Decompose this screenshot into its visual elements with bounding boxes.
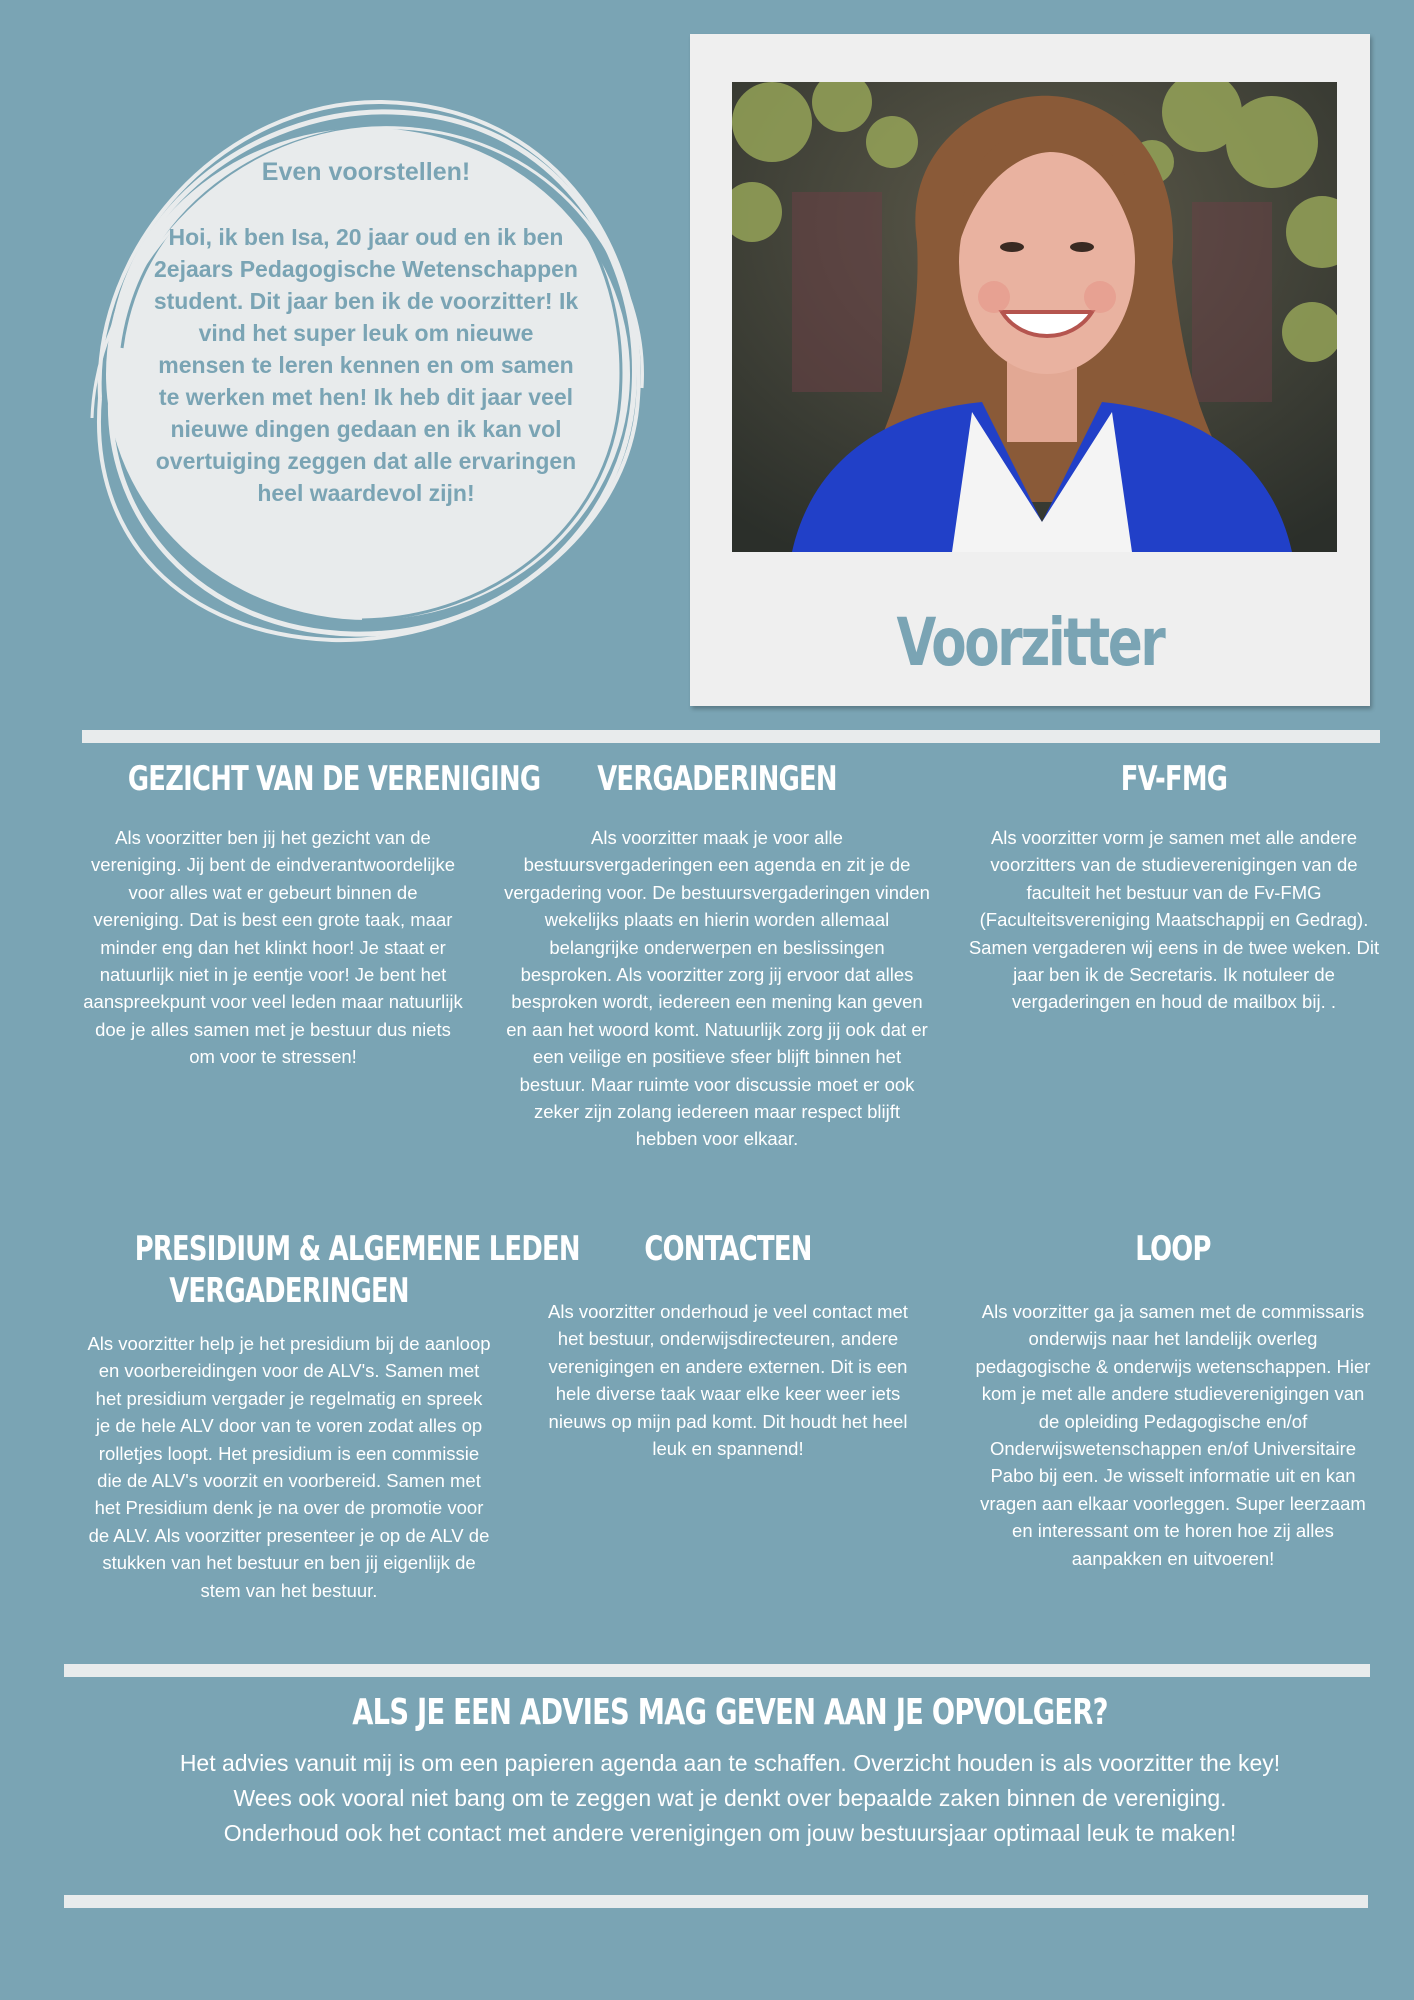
section-body: Als voorzitter onderhoud je veel contact met het bestuur, onderwijsdirecteuren, andere verenigingen en andere externen. Dit is een hele diverse taak waar elke keer weer iets nieuws op mijn pad komt. Dit houdt het heel leuk en spannend! <box>548 1301 908 1460</box>
section-vergaderingen <box>504 758 930 1153</box>
section-body: Als voorzitter maak je voor alle bestuursvergaderingen een agenda en zit je de vergadering voor. De bestuursvergaderingen vinden wekelijks plaats en hierin worden allemaal belangrijke onderwerpen en beslissingen besproken. Als voorzitter zorg jij ervoor dat alles besproken wordt, iedereen een mening kan geven en aan het woord komt. Natuurlijk zorg jij ook dat er een veilige en positieve sfeer blijft binnen het bestuur. Maar ruimte voor discussie moet er ook zeker zijn zolang iedereen maar respect blijft hebben voor elkaar. <box>504 827 930 1150</box>
divider-top <box>82 730 1380 743</box>
section-body: Als voorzitter ben jij het gezicht van de vereniging. Jij bent de eindverantwoordelijke voor alles wat er gebeurt binnen de vereniging. Dat is best een grote taak, maar minder eng dan het klinkt hoor! Je staat er natuurlijk niet in je eentje voor! Je bent het aanspreekpunt voor veel leden maar natuurlijk doe je alles samen met je bestuur dus niets om voor te stressen! <box>83 827 463 1068</box>
divider-middle <box>64 1664 1370 1677</box>
divider-bottom <box>64 1895 1368 1908</box>
section-contacten <box>544 1228 912 1462</box>
advice-body <box>60 1746 1400 1851</box>
section-title-line-1: PRESIDIUM & ALGEMENE LEDEN <box>134 1229 580 1269</box>
advice-line: Wees ook vooral niet bang om te zeggen wat je denkt over bepaalde zaken binnen de vereniging. <box>233 1785 1227 1811</box>
section-body: Als voorzitter vorm je samen met alle andere voorzitters van de studieverenigingen van de faculteit het bestuur van de Fv-FMG (Faculteitsvereniging Maatschappij en Gedrag). Samen vergaderen wij eens in de twee weken. Dit jaar ben ik de Secretaris. Ik notuleer de vergaderingen en houd de mailbox bij. . <box>968 827 1380 1013</box>
section-title-line-2: VERGADERINGEN <box>169 1271 409 1311</box>
intro-title: Even voorstellen! <box>261 158 471 186</box>
section-title: FV-FMG <box>1120 759 1228 799</box>
intro-text-block <box>152 158 580 588</box>
section-body: Als voorzitter help je het presidium bij de aanloop en voorbereidingen voor de ALV's. Samen met het presidium vergader je regelmatig en spreek je de hele ALV door van te voren zodat alles op rolletjes loopt. Het presidium is een commissie die de ALV's voorzit en voorbereid. Samen met het Presidium denk je na over de promotie voor de ALV. Als voorzitter presenteer je op de ALV de stukken van het bestuur en ben jij eigenlijk de stem van het bestuur. <box>87 1333 491 1601</box>
intro-body: Hoi, ik ben Isa, 20 jaar oud en ik ben 2ejaars Pedagogische Wetenschappen student. Dit jaar ben ik de voorzitter! Ik vind het super leuk om nieuwe mensen te leren kennen en om samen te werken met hen! Ik heb dit jaar veel nieuwe dingen gedaan en ik kan vol overtuiging zeggen dat alle ervaringen heel waardevol zijn! <box>153 224 579 506</box>
section-fv-fmg <box>964 758 1384 1016</box>
polaroid-frame <box>690 34 1370 706</box>
advice-title: ALS JE EEN ADVIES MAG GEVEN AAN JE OPVOLGER? <box>352 1692 1108 1733</box>
advice-line: Het advies vanuit mij is om een papieren agenda aan te schaffen. Overzicht houden is als voorzitter the key! <box>179 1750 1281 1776</box>
section-title: CONTACTEN <box>644 1229 812 1269</box>
section-title <box>134 1228 580 1312</box>
section-title: LOOP <box>1135 1229 1211 1269</box>
role-label: Voorzitter <box>896 604 1164 681</box>
portrait-illustration <box>732 82 1337 552</box>
section-title: VERGADERINGEN <box>597 759 837 799</box>
section-loop <box>972 1228 1374 1572</box>
section-title: GEZICHT VAN DE VERENIGING <box>127 759 541 799</box>
intro-circle <box>82 98 650 648</box>
section-presidium <box>86 1228 580 1604</box>
section-body: Als voorzitter ga ja samen met de commissaris onderwijs naar het landelijk overleg pedagogische & onderwijs wetenschappen. Hier kom je met alle andere studieverenigingen van de opleiding Pedagogische en/of Onderwijswetenschappen en/of Universitaire Pabo bij een. Je wisselt informatie uit en kan vragen aan elkaar voorleggen. Super leerzaam en interessant om te horen hoe zij alles aanpakken en uitvoeren! <box>975 1301 1371 1569</box>
portrait-photo <box>732 82 1337 552</box>
section-gezicht <box>82 758 541 1071</box>
advice-line: Onderhoud ook het contact met andere verenigingen om jouw bestuursjaar optimaal leuk te maken! <box>223 1820 1237 1846</box>
